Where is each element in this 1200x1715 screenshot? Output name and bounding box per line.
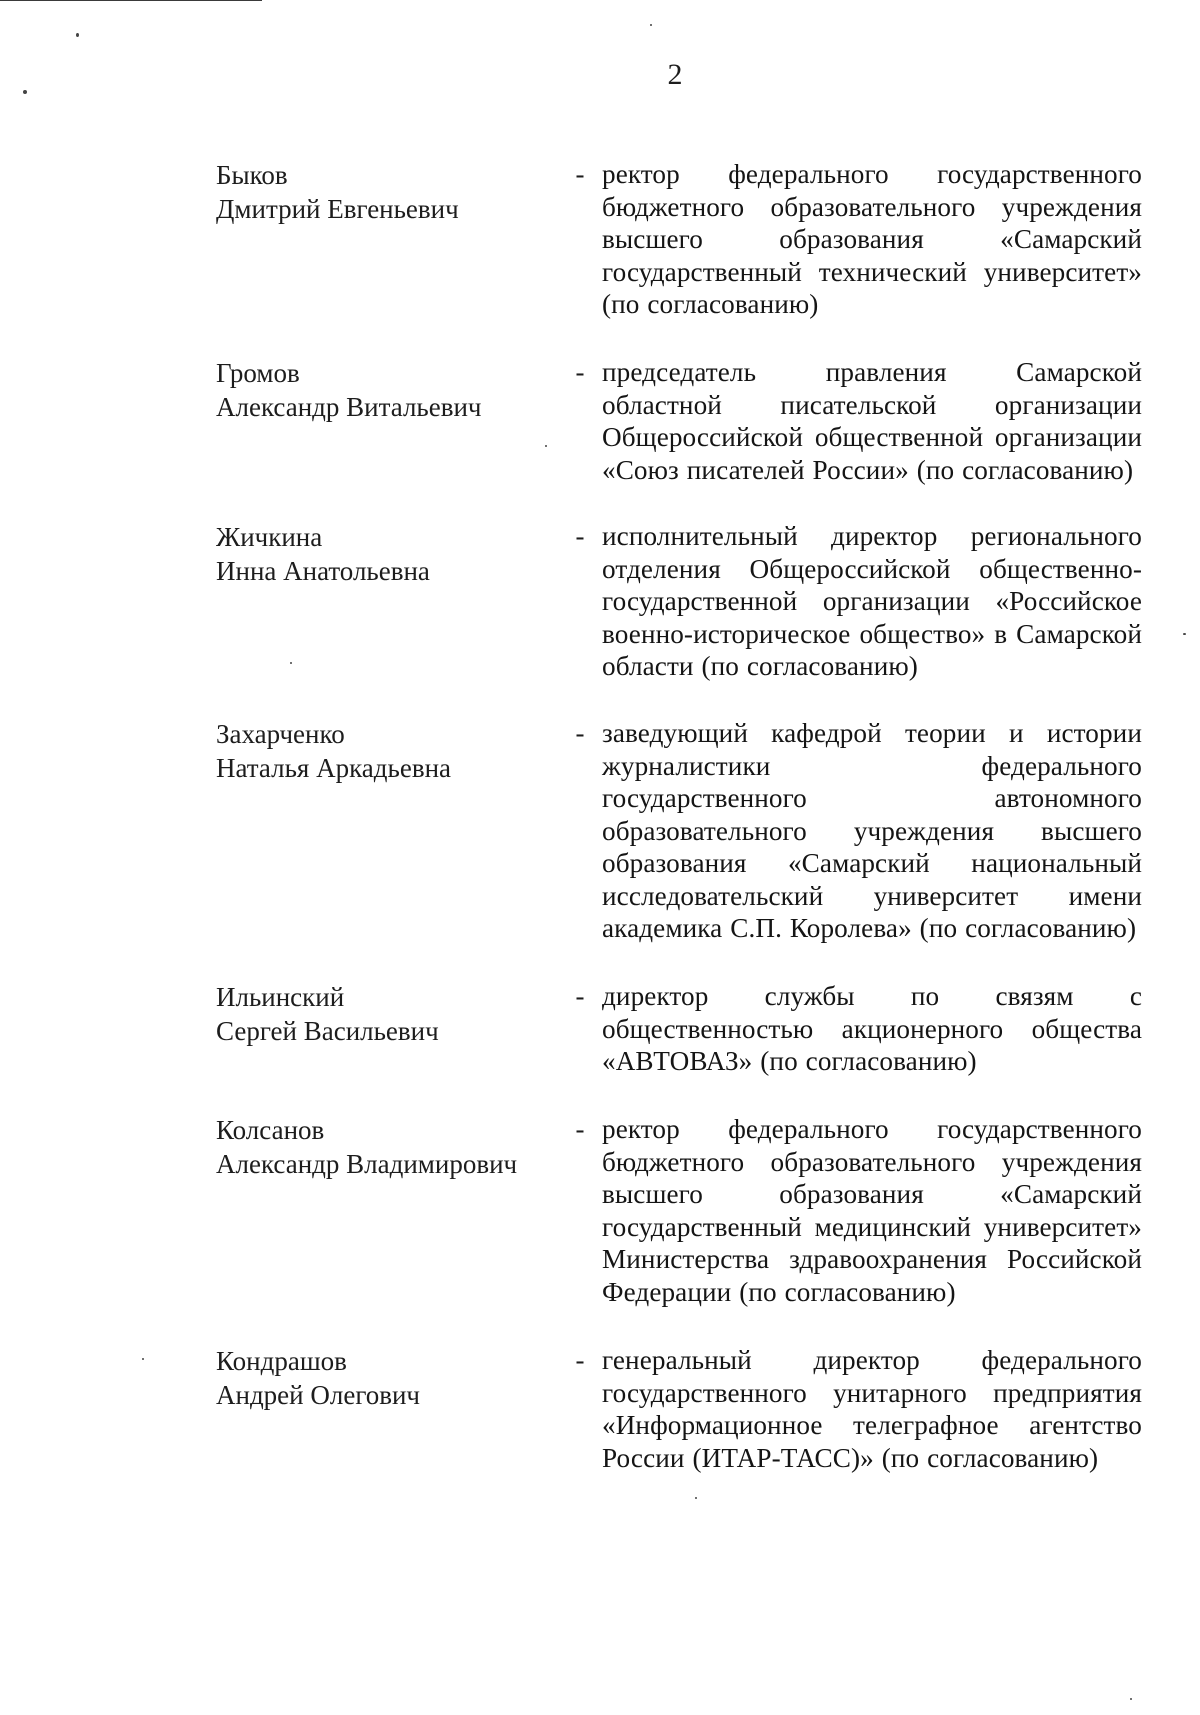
member-given-names: Александр Владимирович — [216, 1149, 518, 1179]
member-surname: Громов — [216, 358, 300, 388]
scan-speck — [695, 1497, 697, 1499]
scan-speck — [1130, 1698, 1132, 1700]
scan-edge-line — [0, 0, 262, 1]
member-position: заведующий кафедрой теории и истории журналистики федерального государственного автономного образовательного учреждения высшего образования «Самарский национальный исследовательский университет имени академика С.П. Королева» (по согласованию) — [602, 718, 1142, 943]
entry-dash: - — [575, 1114, 585, 1144]
member-given-names: Сергей Васильевич — [216, 1016, 439, 1046]
entry-dash: - — [575, 159, 585, 189]
member-position: директор службы по связям с общественностью акционерного общества «АВТОВАЗ» (по согласованию) — [602, 981, 1142, 1076]
member-position: генеральный директор федерального государственного унитарного предприятия «Информационное телеграфное агентство России (ИТАР-ТАСС)» (по согласованию) — [602, 1345, 1142, 1473]
member-name — [216, 520, 576, 588]
page-number: 2 — [667, 58, 683, 91]
member-position: председатель правления Самарской областной писательской организации Общероссийской общественной организации «Союз писателей России» (по согласованию) — [602, 357, 1142, 485]
scan-speck — [1183, 633, 1186, 635]
member-name — [216, 158, 576, 226]
entry-dash: - — [575, 357, 585, 387]
entry-dash: - — [575, 981, 585, 1011]
scan-speck — [290, 662, 292, 664]
member-given-names: Александр Витальевич — [216, 392, 482, 422]
entry-dash: - — [575, 718, 585, 748]
entry-dash: - — [575, 1345, 585, 1375]
member-name — [216, 1113, 576, 1181]
member-position: исполнительный директор регионального отделения Общероссийской общественно-государственной организации «Российское военно-историческое общество» в Самарской области (по согласованию) — [602, 521, 1142, 681]
member-surname: Жичкина — [216, 522, 323, 552]
member-given-names: Дмитрий Евгеньевич — [216, 194, 459, 224]
member-name — [216, 356, 576, 424]
member-surname: Быков — [216, 160, 288, 190]
scan-speck — [545, 445, 547, 447]
scan-speck — [23, 90, 27, 94]
member-position: ректор федерального государственного бюджетного образовательного учреждения высшего образования «Самарский государственный медицинский университет» Министерства здравоохранения Российской Федерации (по согласованию) — [602, 1114, 1142, 1307]
member-name — [216, 717, 576, 785]
member-name — [216, 980, 576, 1048]
member-name — [216, 1344, 576, 1412]
entry-dash: - — [575, 521, 585, 551]
member-position: ректор федерального государственного бюджетного образовательного учреждения высшего образования «Самарский государственный технический университет» (по согласованию) — [602, 159, 1142, 319]
scan-speck — [76, 33, 79, 37]
member-surname: Ильинский — [216, 982, 345, 1012]
member-surname: Кондрашов — [216, 1346, 347, 1376]
member-surname: Колсанов — [216, 1115, 325, 1145]
member-given-names: Андрей Олегович — [216, 1380, 421, 1410]
member-given-names: Наталья Аркадьевна — [216, 753, 451, 783]
member-given-names: Инна Анатольевна — [216, 556, 430, 586]
scan-speck — [142, 1358, 144, 1360]
member-surname: Захарченко — [216, 719, 345, 749]
scan-speck — [650, 24, 652, 26]
